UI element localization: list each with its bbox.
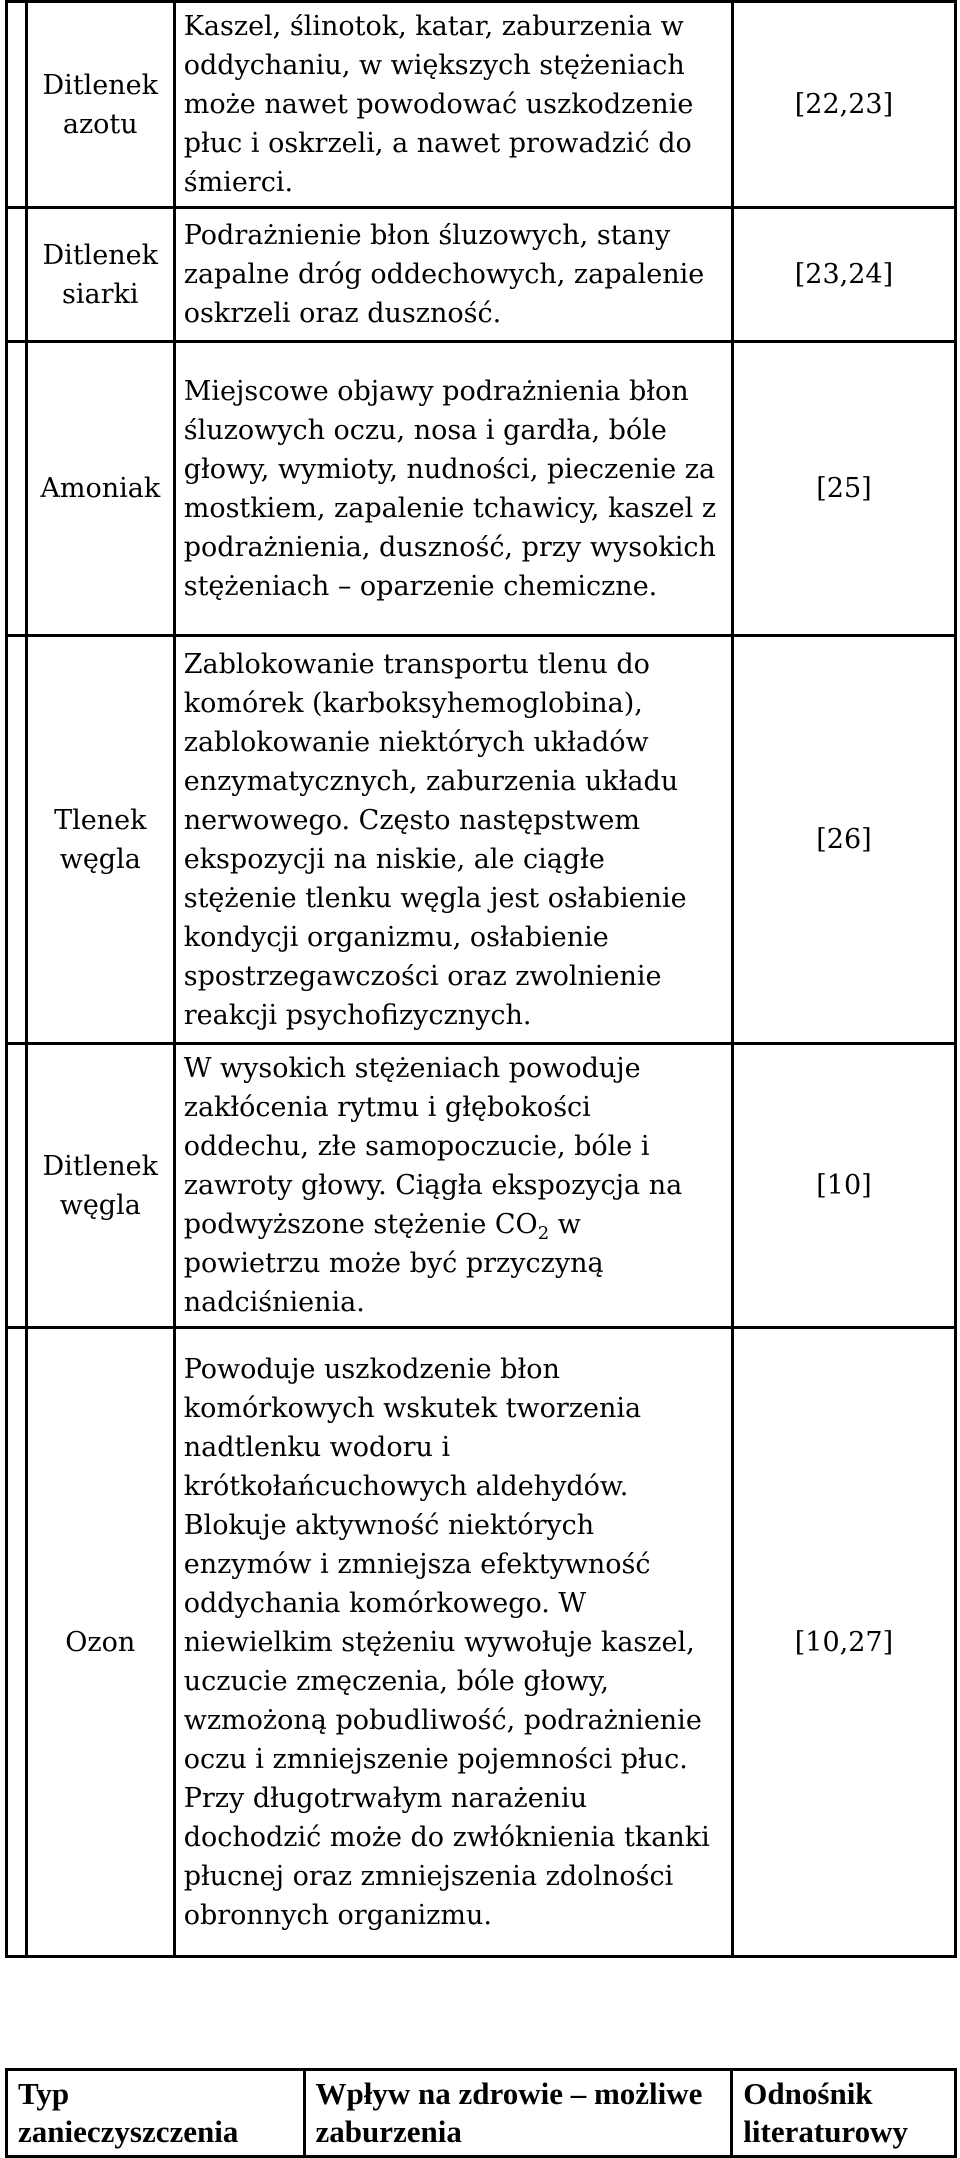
header-effect: Wpływ na zdrowie – możliwe zaburzenia	[304, 2070, 732, 2157]
pollutant-type-cell: Ozon	[26, 1328, 174, 1957]
row-stub-cell	[7, 1044, 27, 1328]
health-effect-cell: Powoduje uszkodzenie błon komórkowych wskutek tworzenia nadtlenku wodoru i krótkołańcuchowych aldehydów. Blokuje aktywność niektórych enzymów i zmniejsza efektywność oddychania komórkowego. W niewielkim stężeniu wywołuje kaszel, uczucie zmęczenia, bóle głowy, wzmożoną pobudliwość, podrażnienie oczu i zmniejszenie pojemności płuc. Przy długotrwałym narażeniu dochodzić może do zwłóknienia tkanki płucnej oraz zmniejszenia zdolności obronnych organizmu.	[174, 1328, 732, 1957]
table-row	[7, 208, 956, 342]
health-effect-cell: Kaszel, ślinotok, katar, zaburzenia w oddychaniu, w większych stężeniach może nawet powodować uszkodzenie płuc i oskrzeli, a nawet prowadzić do śmierci.	[174, 2, 732, 208]
table-row	[7, 1328, 956, 1957]
reference-cell: [22,23]	[732, 2, 955, 208]
effect-text: W wysokich stężeniach powoduje zakłócenia rytmu i głębokości oddechu, złe samopoczucie, bóle i zawroty głowy. Ciągła ekspozycja na podwyższone stężenie CO	[183, 1053, 683, 1240]
reference-cell: [10,27]	[732, 1328, 955, 1957]
health-effect-cell	[174, 1044, 732, 1328]
table-row	[7, 636, 956, 1044]
pollutants-table	[5, 0, 957, 1958]
pollutant-type-cell: Ditlenek siarki	[26, 208, 174, 342]
table-row	[7, 2, 956, 208]
reference-cell: [26]	[732, 636, 955, 1044]
reference-cell: [23,24]	[732, 208, 955, 342]
header-reference: Odnośnik literaturowy	[732, 2070, 956, 2157]
row-stub-cell	[7, 1328, 27, 1957]
pollutant-type-cell: Ditlenek węgla	[26, 1044, 174, 1328]
health-effect-cell: Podrażnienie błon śluzowych, stany zapalne dróg oddechowych, zapalenie oskrzeli oraz duszność.	[174, 208, 732, 342]
row-stub-cell	[7, 208, 27, 342]
health-effect-cell: Zablokowanie transportu tlenu do komórek (karboksyhemoglobina), zablokowanie niektórych układów enzymatycznych, zaburzenia układu nerwowego. Często następstwem ekspozycji na niskie, ale ciągłe stężenie tlenku węgla jest osłabienie kondycji organizmu, osłabienie spostrzegawczości oraz zwolnienie reakcji psychofizycznych.	[174, 636, 732, 1044]
table-row	[7, 342, 956, 636]
row-stub-cell	[7, 2, 27, 208]
row-stub-cell	[7, 342, 27, 636]
reference-cell: [25]	[732, 342, 955, 636]
row-stub-cell	[7, 636, 27, 1044]
subscript-2: 2	[537, 1223, 550, 1244]
pollutant-type-cell: Amoniak	[26, 342, 174, 636]
effect-text: w powietrzu może być przyczyną nadciśnienia.	[183, 1209, 604, 1318]
pollutant-type-cell: Tlenek węgla	[26, 636, 174, 1044]
table-header	[5, 2068, 957, 2158]
header-row	[7, 2070, 956, 2157]
reference-cell: [10]	[732, 1044, 955, 1328]
table-row	[7, 1044, 956, 1328]
health-effect-cell: Miejscowe objawy podrażnienia błon śluzowych oczu, nosa i gardła, bóle głowy, wymioty, nudności, pieczenie za mostkiem, zapalenie tchawicy, kaszel z podrażnienia, duszność, przy wysokich stężeniach – oparzenie chemiczne.	[174, 342, 732, 636]
header-type: Typ zanieczyszczenia	[7, 2070, 305, 2157]
pollutant-type-cell: Ditlenek azotu	[26, 2, 174, 208]
